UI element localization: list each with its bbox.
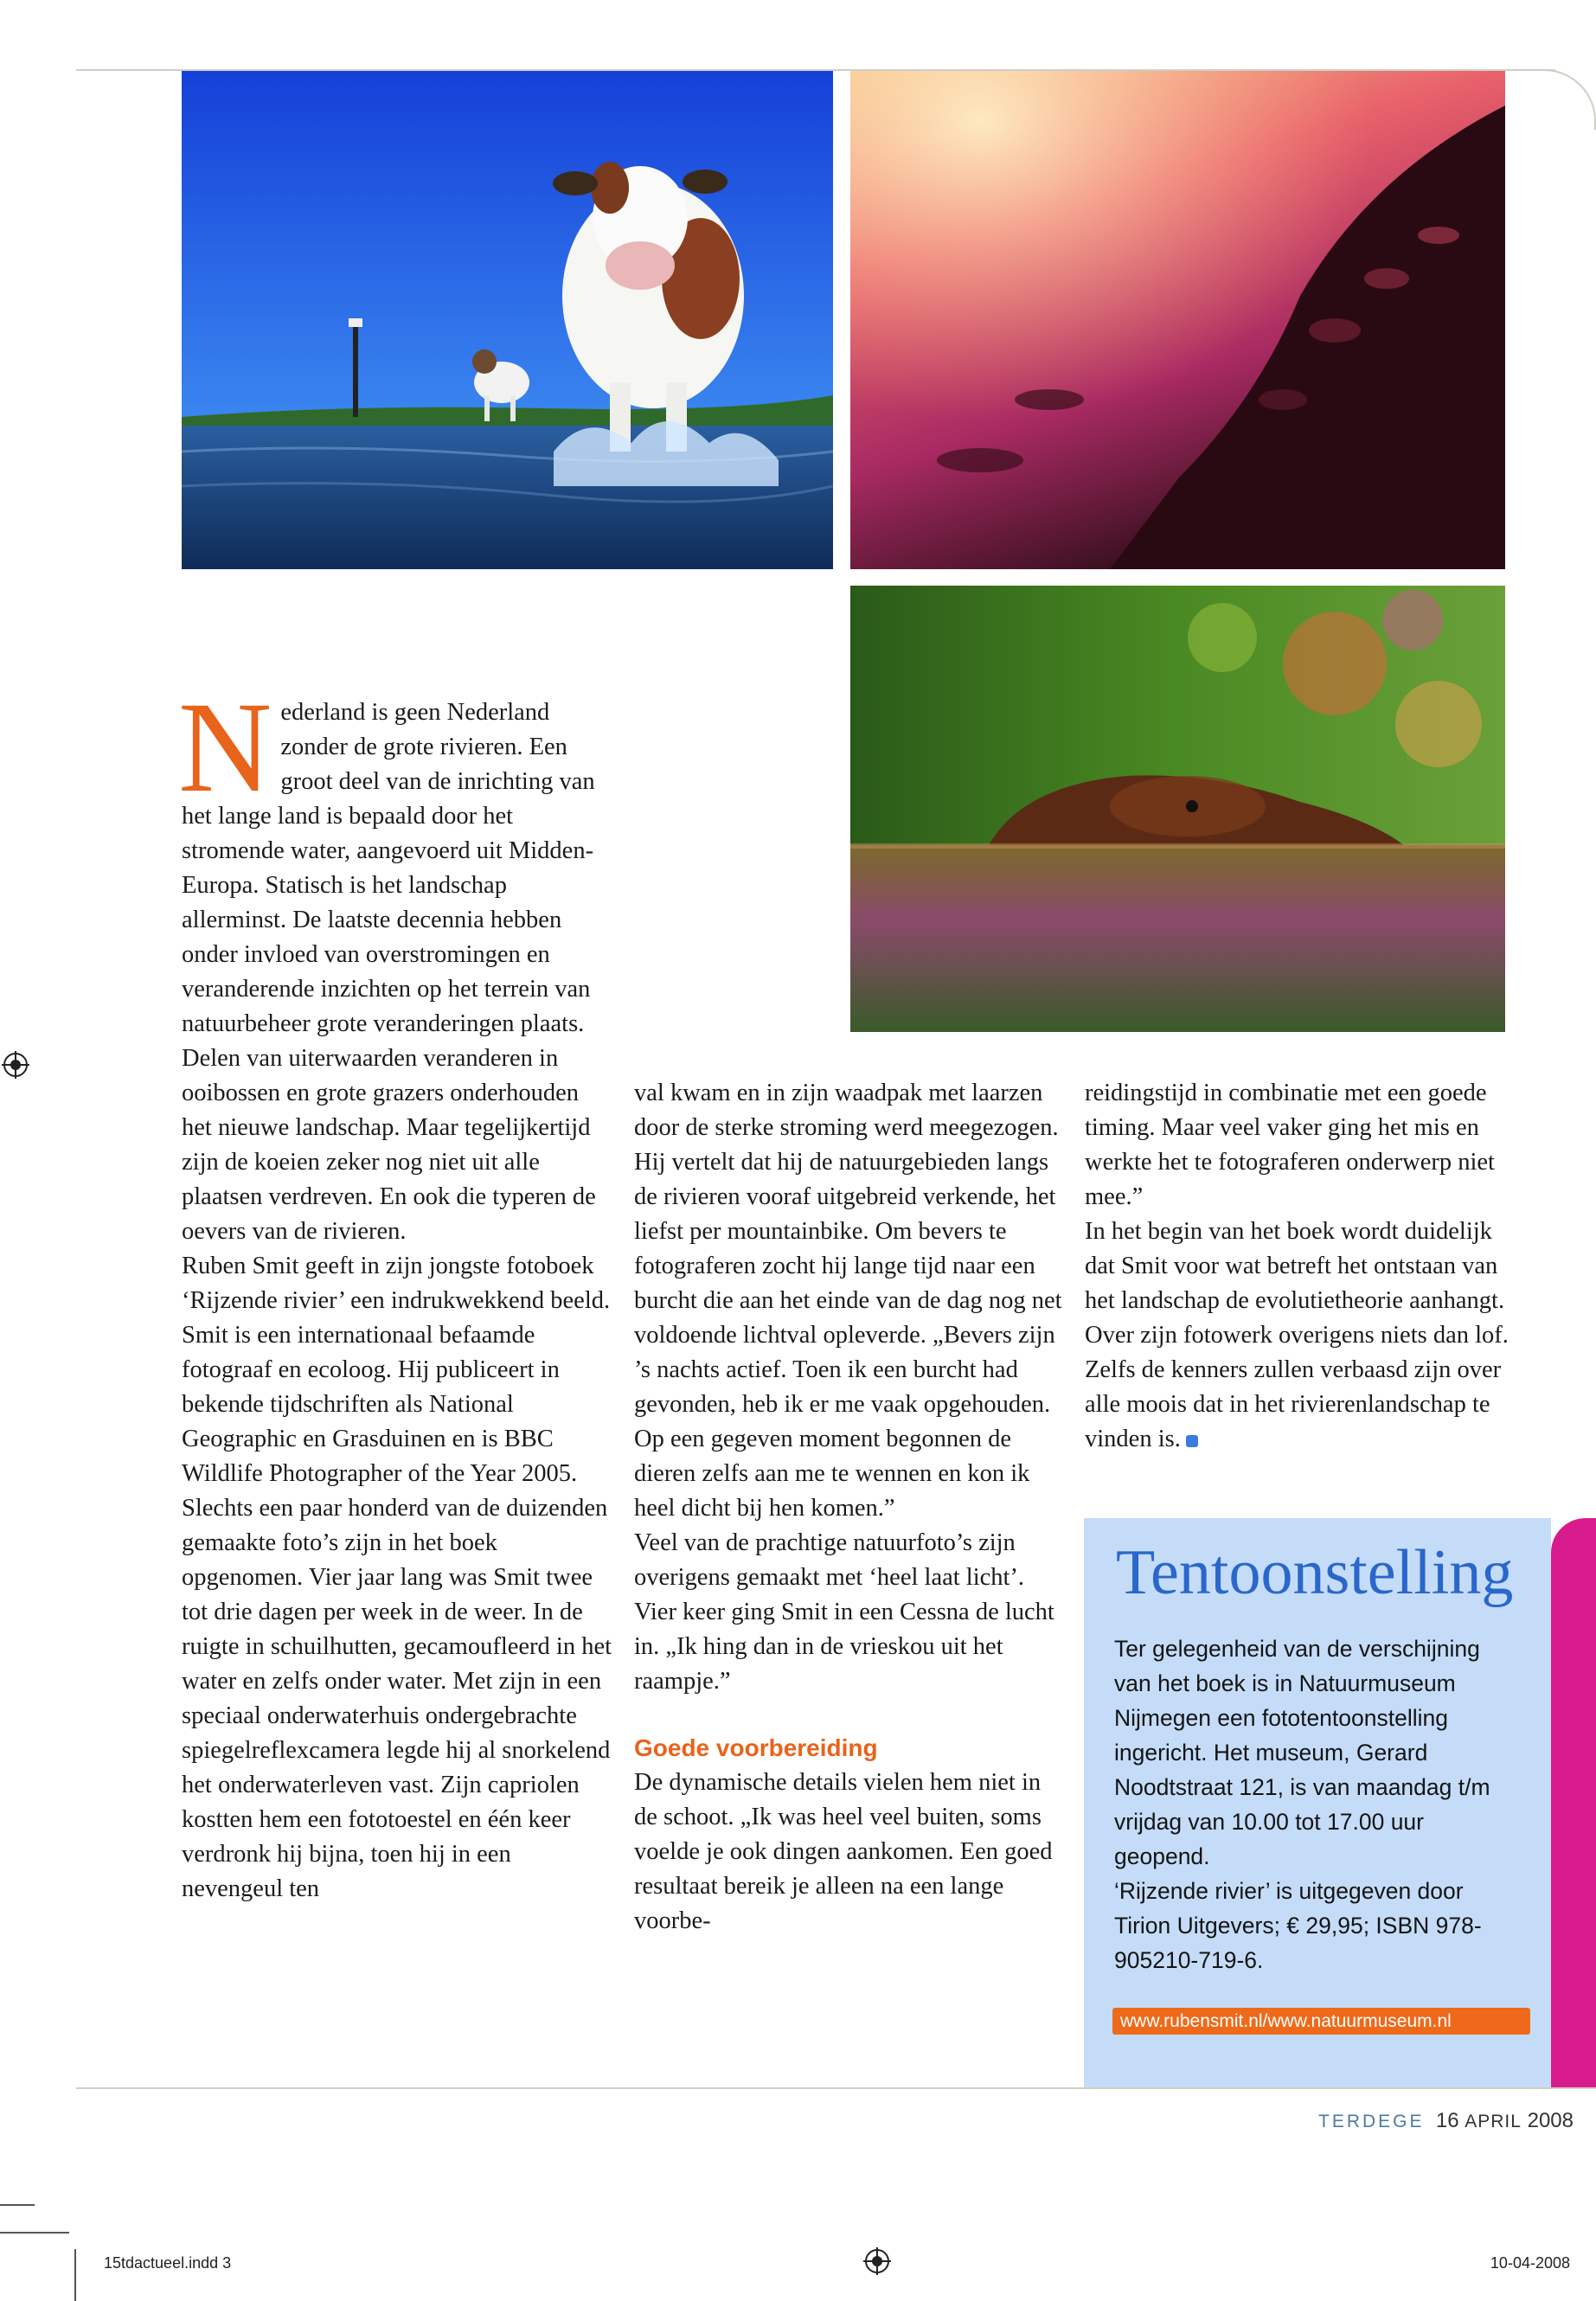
end-mark-icon [1186,1435,1198,1447]
crop-mark [0,2204,35,2206]
article-paragraph: Hij vertelt dat hij de natuurgebieden langs de rivieren vooraf uitgebreid verkende, het liefst per mountainbike. Om bevers te fotograferen zocht hij lange tijd naar een burcht die aan het einde van de dag nog net voldoende lichtval opleverde. „Bevers zijn ’s nachts actief. Toen ik een burcht had gevonden, heb ik er me vaak opgehouden. Op een gegeven moment begonnen de dieren zelfs aan me te wennen en kon ik heel dicht bij hen komen.” [634,1149,1062,1522]
website-link[interactable]: www.rubensmit.nl/www.natuurmuseum.nl [1112,2008,1530,2035]
article-paragraph: Veel van de prachtige natuurfoto’s zijn overigens gemaakt met ‘heel laat licht’. Vier keer ging Smit in een Cessna de lucht in. „Ik hing dan in de vrieskou uit het raampje.” [634,1529,1054,1695]
registration-mark-icon [863,2247,891,2275]
sidebar-tab [1551,1518,1596,2087]
article-paragraph: reidingstijd in combinatie met een goede timing. Maar veel vaker ging het mis en werkte het te fotograferen onderwerp niet mee.” [1085,1080,1495,1210]
cow-photo [182,71,833,569]
article-column-2 [634,1076,1067,1939]
sunset-shore-photo [850,71,1505,569]
registration-mark-icon [2,1051,29,1079]
crop-mark [0,2232,69,2234]
page-folio [1318,2109,1574,2133]
article-column-3 [1085,1076,1517,1457]
section-subheading: Goede voorbereiding [634,1734,878,1761]
print-slug-date: 10-04-2008 [1490,2254,1570,2272]
print-slug-file: 15tdactueel.indd 3 [104,2254,232,2272]
sidebar-paragraph: Ter gelegenheid van de verschijning van het boek is in Natuurmuseum Nijmegen een fototentoonstelling ingericht. Het museum, Gerard Noodtstraat 121, is van maandag t/m vrijdag van 10.00 tot 17.00 uur geopend. [1114,1636,1490,1869]
top-corner-curve [1535,69,1596,130]
article-paragraph: In het begin van het boek wordt duidelijk dat Smit voor wat betreft het ontstaan van het landschap de evolutietheorie aanhangt. Over zijn fotowerk overigens niets dan lof. Zelfs de kenners zullen verbaasd zijn over alle moois dat in het rivierenlandschap te vinden is. [1085,1218,1509,1452]
issue-year: 2008 [1527,2109,1574,2132]
beaver-photo [850,586,1505,1032]
issue-day: 16 [1435,2109,1459,2132]
sidebar-title: Tentoonstelling [1116,1537,1514,1608]
article-column-1 [178,676,614,1907]
issue-month: APRIL [1465,2112,1522,2131]
crop-mark [74,2249,76,2301]
sidebar-paragraph: ‘Rijzende rivier’ is uitgegeven door Tirion Uitgevers; € 29,95; ISBN 978-905210-719-6. [1114,1878,1482,1973]
sidebar-text [1114,1631,1503,1977]
magazine-name: TERDEGE [1318,2112,1425,2131]
article-paragraph: val kwam en in zijn waadpak met laarzen door de sterke stroming werd meegezogen. [634,1080,1059,1141]
article-paragraph: Ruben Smit geeft in zijn jongste fotoboek ‘Rijzende rivier’ een indrukwekkend beeld. Smit is een internationaal befaamde fotograaf en ecoloog. Hij publiceert in bekende tijdschriften als National Geographic en Grasduinen en is BBC Wildlife Photographer of the Year 2005. [182,1253,611,1487]
article-paragraph: Nederland is geen Nederland zonder de grote rivieren. Een groot deel van de inrichting van het lange land is bepaald door het stromende water, aangevoerd uit Midden-Europa. Statisch is het landschap allerminst. De laatste decennia hebben onder invloed van overstromingen en veranderende inzichten op het terrein van natuurbeheer grote veranderingen plaats. Delen van uiterwaarden veranderen in ooibossen en grote grazers onderhouden het nieuwe landschap. Maar tegelijkertijd zijn de koeien zeker nog niet uit alle plaatsen verdreven. En ook die typeren de oevers van de rivieren. [178,676,596,1245]
bottom-rule [76,2087,1596,2089]
article-paragraph: Slechts een paar honderd van de duizenden gemaakte foto’s zijn in het boek opgenomen. Vier jaar lang was Smit twee tot drie dagen per week in de weer. In de ruigte in schuilhutten, gecamoufleerd in het water en zelfs onder water. Met zijn in een speciaal onderwaterhuis ondergebrachte spiegelreflexcamera legde hij al snorkelend het onderwaterleven vast. Zijn capriolen kostten hem een fototoestel en één keer verdronk hij bijna, toen hij in een nevengeul ten [182,1495,612,1902]
article-paragraph: De dynamische details vielen hem niet in de schoot. „Ik was heel veel buiten, soms voelde je ook dingen aankomen. Een goed resultaat bereik je alleen na een lange voorbe- [634,1769,1053,1934]
drop-cap: N [178,676,272,819]
